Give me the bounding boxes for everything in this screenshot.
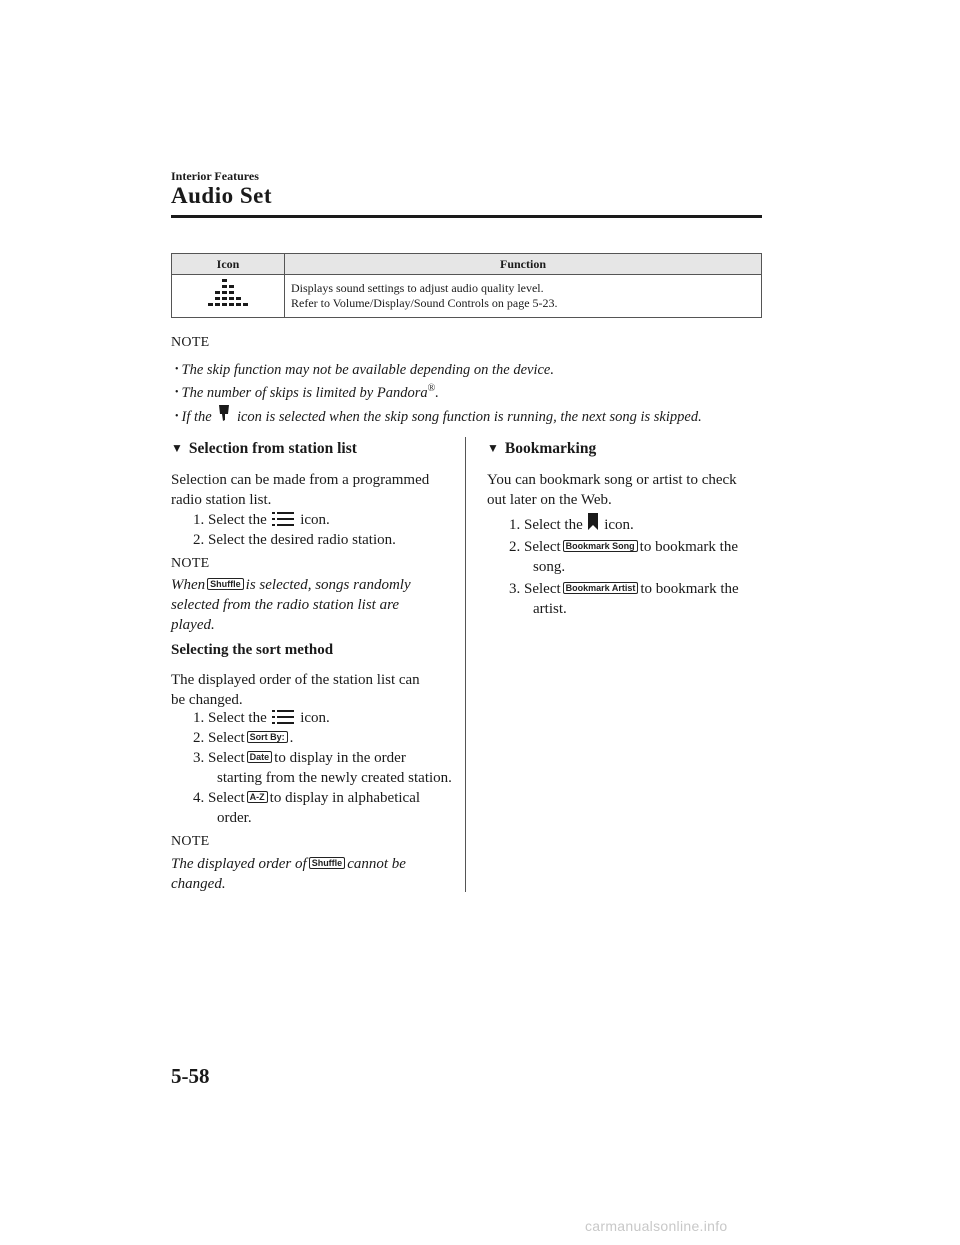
text: to bookmark the bbox=[640, 581, 739, 597]
shuffle-button-image: Shuffle bbox=[309, 857, 346, 869]
sort-intro bbox=[171, 670, 420, 710]
text-line: You can bookmark song or artist to check bbox=[487, 472, 737, 488]
table-cell-icon bbox=[172, 275, 285, 318]
watermark: carmanualsonline.info bbox=[585, 1218, 728, 1234]
sort-step-2 bbox=[171, 728, 452, 748]
page-title: Audio Set bbox=[171, 183, 272, 208]
text: 3. Select bbox=[193, 750, 245, 766]
text: The displayed order of bbox=[171, 856, 307, 872]
note-item bbox=[175, 362, 554, 379]
icon-function-table bbox=[171, 253, 762, 318]
bookmark-icon bbox=[588, 513, 598, 530]
text: to display in the order bbox=[274, 750, 406, 766]
table-cell-function bbox=[285, 275, 762, 318]
text: 2. Select bbox=[193, 730, 245, 746]
text-line: out later on the Web. bbox=[487, 492, 612, 508]
bookmark-artist-button-image: Bookmark Artist bbox=[563, 582, 639, 594]
step-2: 2. Select the desired radio station. bbox=[193, 532, 396, 548]
bullet-dot: • bbox=[175, 364, 179, 375]
text: 2. Select bbox=[509, 539, 561, 555]
text-line: 1. Select the bbox=[193, 512, 267, 528]
sort-step-3 bbox=[171, 748, 452, 768]
text-line: selected from the radio station list are bbox=[171, 597, 400, 613]
table-row bbox=[172, 275, 762, 318]
bookmark-step-2 bbox=[487, 537, 739, 557]
text-line bbox=[171, 854, 406, 874]
text: icon. bbox=[300, 710, 330, 726]
selection-heading bbox=[171, 440, 357, 458]
text: . bbox=[289, 730, 294, 746]
heading-text: Selection from station list bbox=[188, 440, 357, 457]
sort-step-1 bbox=[171, 708, 452, 728]
sort-step-4-cont: order. bbox=[217, 810, 252, 826]
text: cannot be bbox=[347, 856, 406, 872]
text: is selected, songs randomly bbox=[245, 577, 411, 593]
bullet-dot: • bbox=[175, 411, 179, 422]
list-icon bbox=[272, 511, 294, 527]
bookmark-song-button-image: Bookmark Song bbox=[563, 540, 638, 552]
page-number: 5-58 bbox=[171, 1064, 210, 1088]
thumbs-down-icon bbox=[217, 404, 231, 422]
bookmark-step-3 bbox=[487, 579, 739, 599]
column-divider bbox=[465, 437, 466, 892]
note-sort-order bbox=[171, 854, 406, 894]
note-text: . bbox=[435, 384, 439, 401]
text: 1. Select the bbox=[509, 517, 583, 533]
sort-steps bbox=[171, 708, 452, 828]
step-1 bbox=[171, 510, 396, 530]
text-line: played. bbox=[171, 617, 215, 633]
note-text: If the bbox=[181, 409, 212, 425]
note-text: The skip function may not be available depending on the device. bbox=[181, 362, 554, 378]
table-header-function: Function bbox=[285, 254, 762, 275]
text-line: radio station list. bbox=[171, 492, 272, 508]
note-item bbox=[175, 383, 439, 402]
function-line: Refer to Volume/Display/Sound Controls on page 5-23. bbox=[291, 296, 558, 310]
list-icon bbox=[272, 709, 294, 725]
note-item bbox=[175, 404, 702, 426]
text-line: The displayed order of the station list can bbox=[171, 672, 420, 688]
bookmarking-intro bbox=[487, 470, 737, 510]
bookmark-steps bbox=[487, 513, 739, 619]
text: to bookmark the bbox=[639, 539, 738, 555]
bullet-dot: • bbox=[175, 386, 179, 398]
equalizer-bars-icon bbox=[206, 277, 250, 311]
a-z-button-image: A-Z bbox=[247, 791, 268, 803]
text-line: Selection can be made from a programmed bbox=[171, 472, 430, 488]
text: 4. Select bbox=[193, 790, 245, 806]
note-shuffle bbox=[171, 575, 411, 635]
selection-intro bbox=[171, 470, 429, 510]
text: icon. bbox=[604, 517, 634, 533]
heading-text: Bookmarking bbox=[504, 440, 597, 457]
function-line: Displays sound settings to adjust audio quality level. bbox=[291, 281, 544, 295]
text-line: be changed. bbox=[171, 692, 243, 708]
note-text: icon is selected when the skip song function is running, the next song is skipped. bbox=[236, 409, 702, 425]
bookmark-step-2-cont: song. bbox=[533, 559, 566, 575]
note-heading: NOTE bbox=[171, 335, 210, 350]
note-heading: NOTE bbox=[171, 834, 210, 849]
title-rule bbox=[171, 215, 762, 218]
triangle-marker-icon: ▼ bbox=[487, 441, 499, 455]
sort-by-button-image: Sort By: bbox=[247, 731, 288, 743]
registered-mark: ® bbox=[427, 383, 436, 394]
text-line: icon. bbox=[300, 512, 330, 528]
step-list bbox=[171, 510, 396, 550]
sort-heading: Selecting the sort method bbox=[171, 642, 334, 658]
table-header-icon: Icon bbox=[172, 254, 285, 275]
sort-step-3-cont: starting from the newly created station. bbox=[217, 770, 452, 786]
date-button-image: Date bbox=[247, 751, 273, 763]
note-heading: NOTE bbox=[171, 556, 210, 571]
text-line: changed. bbox=[171, 876, 226, 892]
bookmark-step-1 bbox=[487, 513, 739, 535]
note-text: The number of skips is limited by Pandora bbox=[181, 384, 428, 401]
text: When bbox=[171, 577, 206, 593]
bookmarking-heading bbox=[487, 440, 596, 458]
triangle-marker-icon: ▼ bbox=[171, 441, 183, 455]
text-line bbox=[171, 575, 411, 595]
table-header-row bbox=[172, 254, 762, 275]
text: 3. Select bbox=[509, 581, 561, 597]
shuffle-button-image: Shuffle bbox=[207, 578, 244, 590]
sort-step-4 bbox=[171, 788, 452, 808]
text: 1. Select the bbox=[193, 710, 267, 726]
section-label: Interior Features bbox=[171, 169, 259, 183]
text: to display in alphabetical bbox=[269, 790, 421, 806]
bookmark-step-3-cont: artist. bbox=[533, 601, 567, 617]
